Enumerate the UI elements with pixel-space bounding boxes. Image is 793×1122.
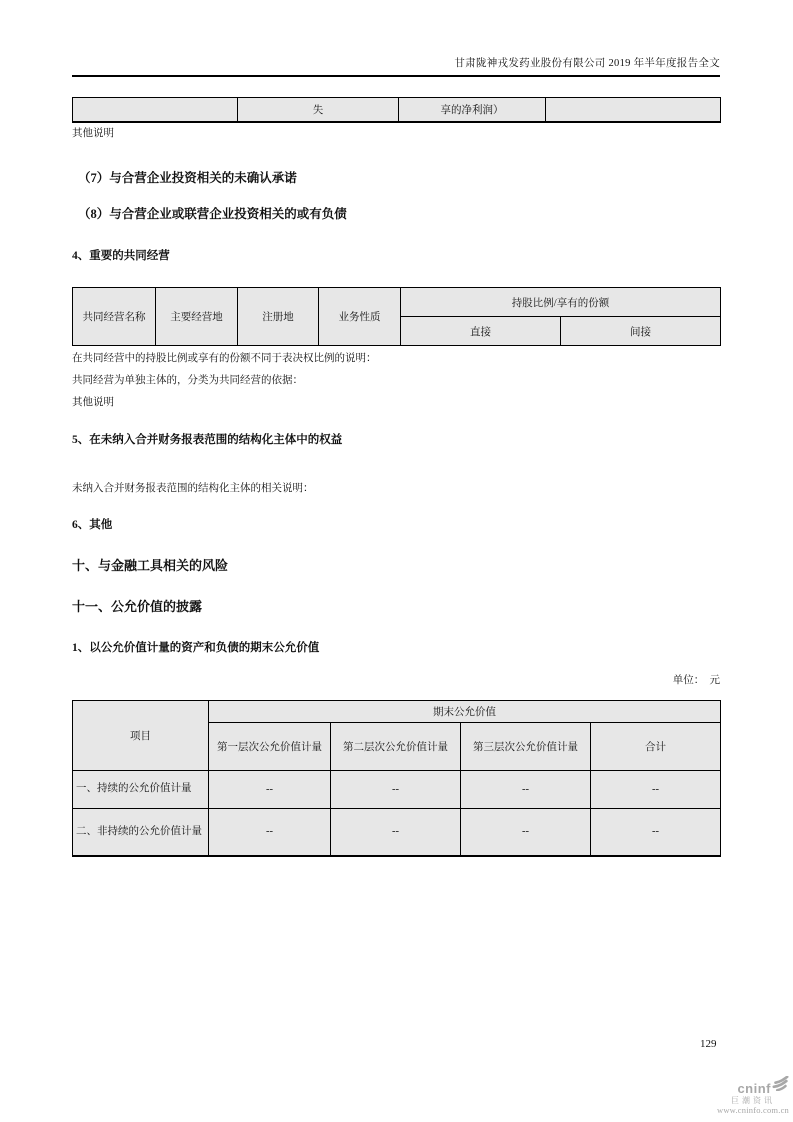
- column-header: 注册地: [238, 288, 319, 346]
- row-label: 一、持续的公允价值计量: [73, 771, 209, 809]
- column-subheader: 合计: [591, 723, 721, 771]
- table-row: [73, 809, 721, 856]
- table-header-row: [73, 288, 721, 317]
- column-subheader: 第二层次公允价值计量: [331, 723, 461, 771]
- column-subheader: 第一层次公允价值计量: [209, 723, 331, 771]
- value-cell: --: [461, 809, 591, 856]
- table-cell: [73, 98, 238, 122]
- table-cell: [546, 98, 721, 122]
- table-header-row: [73, 701, 721, 723]
- column-header: 主要经营地: [156, 288, 238, 346]
- joint-operation-table: [72, 287, 721, 346]
- table-cell: 享的净利润）: [399, 98, 546, 122]
- column-subheader: 直接: [401, 317, 561, 346]
- section-heading-11: 十一、公允价值的披露: [72, 599, 203, 614]
- column-header: 项目: [73, 701, 209, 771]
- cninfo-logo: [693, 1076, 789, 1115]
- column-header: 业务性质: [319, 288, 401, 346]
- section-5-note: 未纳入合并财务报表范围的结构化主体的相关说明：: [72, 483, 314, 494]
- value-cell: --: [209, 771, 331, 809]
- value-cell: --: [209, 809, 331, 856]
- continued-table: [72, 97, 721, 123]
- row-label: 二、非持续的公允价值计量: [73, 809, 209, 856]
- group-column-header: 期末公允价值: [209, 701, 721, 723]
- value-cell: --: [591, 771, 721, 809]
- section-heading-5: 5、在未纳入合并财务报表范围的结构化主体中的权益: [72, 434, 343, 446]
- value-cell: --: [331, 771, 461, 809]
- section-heading-7: （7）与合营企业投资相关的未确认承诺: [78, 171, 297, 185]
- value-cell: --: [461, 771, 591, 809]
- value-cell: --: [591, 809, 721, 856]
- unit-label: 单位： 元: [672, 675, 720, 686]
- header-rule: [72, 75, 720, 77]
- page-header-title: 甘肃陇神戎发药业股份有限公司 2019 年半年度报告全文: [454, 58, 720, 69]
- section-heading-10: 十、与金融工具相关的风险: [72, 558, 229, 573]
- column-subheader: 第三层次公允价值计量: [461, 723, 591, 771]
- cninfo-chinese-name: 巨潮资讯: [731, 1096, 775, 1105]
- group-column-header: 持股比例/享有的份额: [401, 288, 721, 317]
- table-cell: 失: [238, 98, 399, 122]
- cninfo-brand-text: cninf: [737, 1081, 771, 1096]
- section-heading-8: （8）与合营企业或联营企业投资相关的或有负债: [78, 207, 347, 221]
- cninfo-swoosh-icon: [772, 1076, 789, 1095]
- column-header: 共同经营名称: [73, 288, 156, 346]
- column-subheader: 间接: [561, 317, 721, 346]
- page-number: 129: [700, 1038, 717, 1050]
- cninfo-url: www.cninfo.com.cn: [716, 1105, 789, 1115]
- table-row: [73, 771, 721, 809]
- joint-table-note: 共同经营为单独主体的，分类为共同经营的依据：: [72, 375, 303, 386]
- section-heading-11-1: 1、以公允价值计量的资产和负债的期末公允价值: [72, 642, 320, 654]
- joint-table-note: 在共同经营中的持股比例或享有的份额不同于表决权比例的说明：: [72, 353, 377, 364]
- section-heading-6: 6、其他: [72, 519, 113, 531]
- other-note-label: 其他说明: [72, 128, 114, 139]
- table-row: [73, 98, 721, 122]
- joint-table-note: 其他说明: [72, 397, 114, 408]
- fair-value-table: [72, 700, 721, 857]
- section-heading-4: 4、重要的共同经营: [72, 250, 170, 262]
- value-cell: --: [331, 809, 461, 856]
